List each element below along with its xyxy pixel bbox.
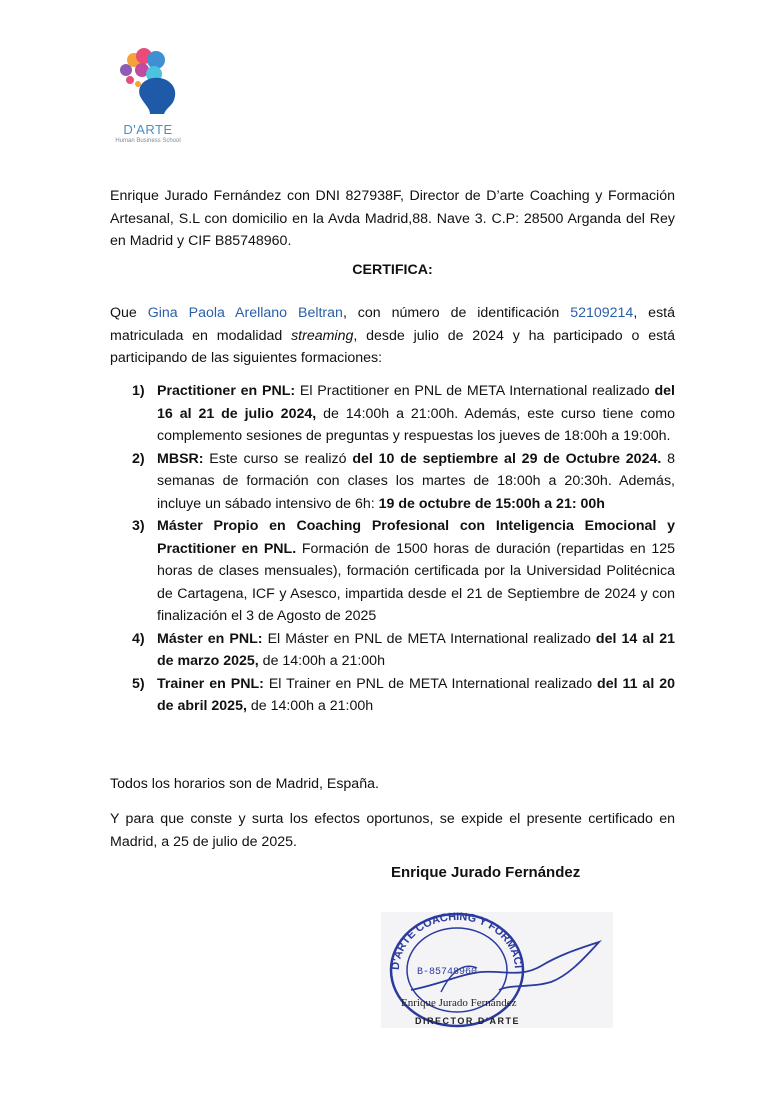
course-text: de 14:00h a 21:00h [246, 698, 374, 714]
stamp-ring-text: D'ARTE COACHING Y FORMACI [389, 912, 524, 971]
course-title: Trainer en PNL: [157, 675, 264, 692]
enrollment-text-a: Que [110, 305, 148, 321]
course-text: El Trainer en PNL de META International realizado [263, 675, 598, 692]
course-title: Máster en PNL: [157, 630, 263, 647]
stamp-seal-icon [381, 912, 613, 1028]
signatory-name: Enrique Jurado Fernández [391, 864, 581, 881]
stamp-signer: Enrique Jurado Fernández [401, 997, 517, 1009]
enrollment-paragraph [110, 302, 675, 370]
course-number: 3) [132, 518, 145, 534]
student-name: Gina Paola Arellano Beltran [147, 305, 343, 321]
enrollment-mode: streaming [291, 327, 354, 344]
course-dates: del 14 al 21 de marzo 2025, [157, 630, 675, 669]
courses-list [110, 380, 675, 718]
course-text: de 14:00h a 21:00h [258, 653, 385, 669]
course-item [110, 628, 675, 673]
course-title: Practitioner en PNL: [157, 383, 296, 399]
intro-text: con DNI 827938F, Director de D’arte Coaching y Formación Artesanal, S.L con domicilio en la Avda Madrid,88. Nave 3. C.P: 28500 Arganda del Rey en Madrid y CIF B85748960. [110, 188, 675, 249]
student-id: 52109214 [570, 305, 634, 321]
stamp-role: DIRECTOR D'ARTE [415, 1016, 520, 1026]
course-item [110, 380, 675, 448]
school-logo [108, 44, 192, 154]
course-dates: del 16 al 21 de julio 2024, [157, 383, 675, 422]
course-intensive: 19 de octubre de 15:00h a 21: 00h [378, 495, 605, 512]
course-item [110, 448, 675, 516]
logo-tagline: Human Business School [115, 138, 181, 144]
course-item [110, 515, 675, 628]
signature-stamp [381, 912, 613, 1028]
course-title: Máster Propio en Coaching Profesional con Inteligencia Emocional y Practitioner en PNL. [157, 518, 675, 557]
certifica-heading: CERTIFICA: [352, 262, 433, 278]
director-name: Enrique Jurado Fernández [110, 188, 282, 204]
course-title: MBSR: [157, 450, 204, 467]
intro-paragraph [110, 185, 675, 253]
course-number: 1) [132, 383, 145, 399]
course-item [110, 673, 675, 718]
schedule-note: Todos los horarios son de Madrid, España. [110, 776, 379, 792]
enrollment-text-c: , está matriculada en modalidad [110, 305, 675, 344]
course-dates: del 10 de septiembre al 29 de Octubre 2024. [352, 450, 662, 467]
logo-wordmark: D'ARTE [123, 122, 173, 137]
course-text: Este curso se realizó [203, 450, 353, 467]
course-text: El Máster en PNL de META International realizado [262, 630, 596, 647]
course-text: Formación de 1500 horas de duración (repartidas en 125 horas de clases mensuales), formación certificada por la Universidad Politécnica de Cartagena, ICF y Asesco, impartida desde el 21 de Septiembre de 2024 y con finalización el 3 de Agosto de 2025 [157, 540, 675, 624]
stamp-cif: B-85748960 [417, 967, 478, 978]
course-text: 8 semanas de formación con clases los martes de 18:00h a 20:30h. Además, incluye un sábado intensivo de 6h: [157, 450, 675, 512]
logo-head-icon [114, 44, 184, 120]
enrollment-text-b: , con número de identificación [342, 305, 571, 321]
closing-paragraph: Y para que conste y surta los efectos oportunos, se expide el presente certificado en Madrid, a 25 de julio de 2025. [110, 811, 675, 850]
course-number: 5) [132, 675, 145, 692]
enrollment-text-d: , desde julio de 2024 y ha participado o está participando de las siguientes formaciones: [110, 327, 676, 366]
course-text: El Practitioner en PNL de META International realizado [295, 383, 655, 399]
course-text: de 14:00h a 21:00h. Además, este curso tiene como complemento sesiones de preguntas y respuestas los jueves de 18:00h a 19:00h. [157, 405, 675, 444]
course-number: 4) [132, 630, 145, 647]
course-number: 2) [132, 450, 145, 467]
course-dates: del 11 al 20 de abril 2025, [157, 675, 675, 714]
